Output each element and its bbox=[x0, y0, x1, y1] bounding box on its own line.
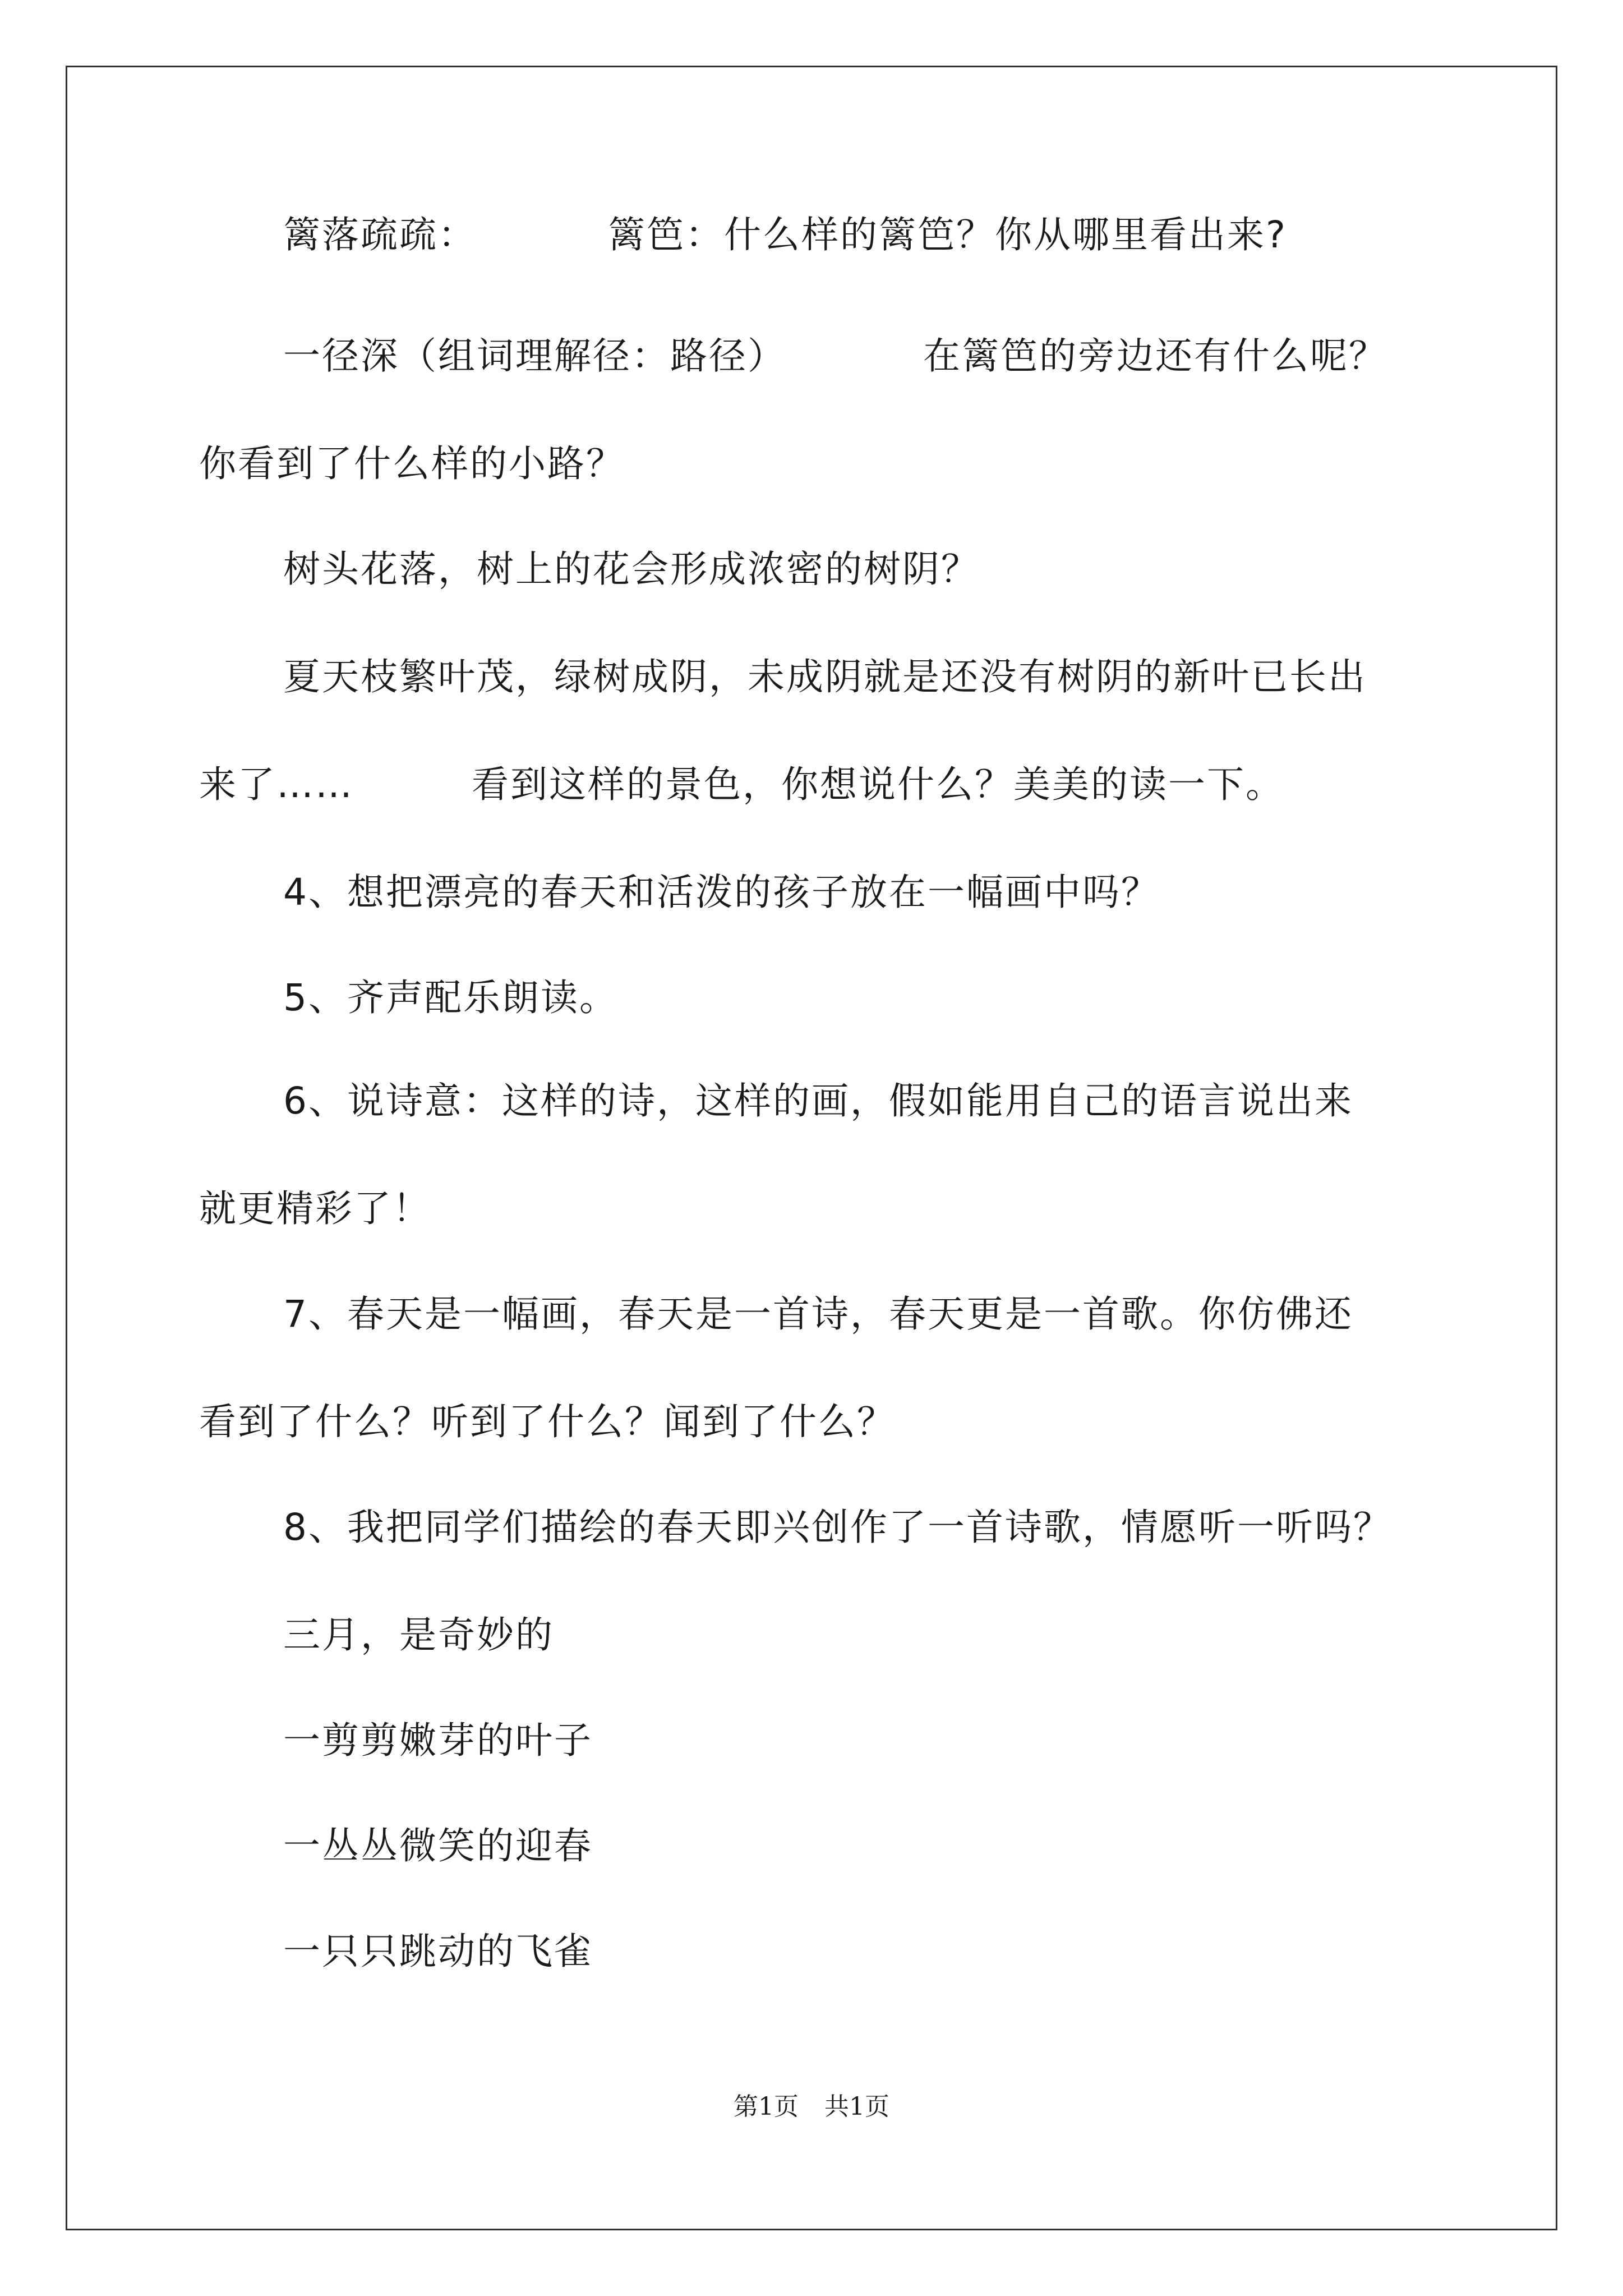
line-9-text: 6、说诗意：这样的诗，这样的画，假如能用自己的语言说出来 bbox=[283, 1079, 1353, 1122]
line-4-text: 树头花落，树上的花会形成浓密的树阴？ bbox=[283, 547, 980, 591]
page-number-total: 共1页 bbox=[824, 2092, 889, 2121]
line-7-text: 4、想把漂亮的春天和活泼的孩子放在一幅画中吗？ bbox=[283, 871, 1160, 914]
line-1-part-b: 篱笆：什么样的篱笆？你从哪里看出来? bbox=[608, 213, 1288, 256]
line-13-text: 8、我把同学们描绘的春天即兴创作了一首诗歌，情愿听一听吗？ bbox=[283, 1506, 1392, 1549]
line-6-part-b: 看到这样的景色，你想说什么？美美的读一下。 bbox=[472, 763, 1284, 806]
page-border bbox=[66, 66, 1557, 2230]
line-2-part-a: 一径深（组词理解径：路径） bbox=[283, 334, 786, 378]
text-line-14 bbox=[283, 1610, 554, 1660]
line-11-text: 7、春天是一幅画，春天是一首诗，春天更是一首歌。你仿佛还 bbox=[283, 1292, 1353, 1336]
line-14-text: 三月，是奇妙的 bbox=[283, 1613, 554, 1657]
page-number-current: 第1页 bbox=[734, 2092, 799, 2121]
text-line-17 bbox=[283, 1926, 593, 1977]
text-line-10 bbox=[199, 1184, 431, 1234]
text-line-16 bbox=[283, 1821, 593, 1871]
line-10-text: 就更精彩了！ bbox=[199, 1187, 431, 1230]
text-line-2 bbox=[283, 331, 1387, 381]
line-8-text: 5、齐声配乐朗读。 bbox=[283, 976, 618, 1019]
line-2-part-b: 在篱笆的旁边还有什么呢？ bbox=[923, 334, 1387, 378]
line-1-part-a: 篱落疏疏： bbox=[283, 213, 477, 256]
text-line-7 bbox=[283, 867, 1160, 918]
line-6-part-a: 来了…… bbox=[199, 763, 354, 806]
text-line-1 bbox=[283, 210, 1287, 260]
text-line-5 bbox=[283, 652, 1367, 702]
text-line-15 bbox=[283, 1715, 593, 1766]
text-line-6 bbox=[199, 760, 1284, 810]
line-15-text: 一剪剪嫩芽的叶子 bbox=[283, 1719, 593, 1762]
line-16-text: 一丛丛微笑的迎春 bbox=[283, 1824, 593, 1867]
line-3-text: 你看到了什么样的小路？ bbox=[199, 442, 625, 485]
page-footer bbox=[0, 2090, 1623, 2124]
text-line-13 bbox=[283, 1502, 1392, 1553]
text-line-8 bbox=[283, 973, 618, 1023]
text-line-4 bbox=[283, 544, 980, 595]
text-line-3 bbox=[199, 439, 625, 489]
text-line-9 bbox=[283, 1076, 1353, 1126]
line-12-text: 看到了什么？听到了什么？闻到了什么？ bbox=[199, 1400, 896, 1443]
text-line-12 bbox=[199, 1397, 896, 1447]
line-5-text: 夏天枝繁叶茂，绿树成阴，未成阴就是还没有树阴的新叶已长出 bbox=[283, 655, 1367, 698]
text-line-11 bbox=[283, 1289, 1353, 1340]
line-17-text: 一只只跳动的飞雀 bbox=[283, 1930, 593, 1973]
